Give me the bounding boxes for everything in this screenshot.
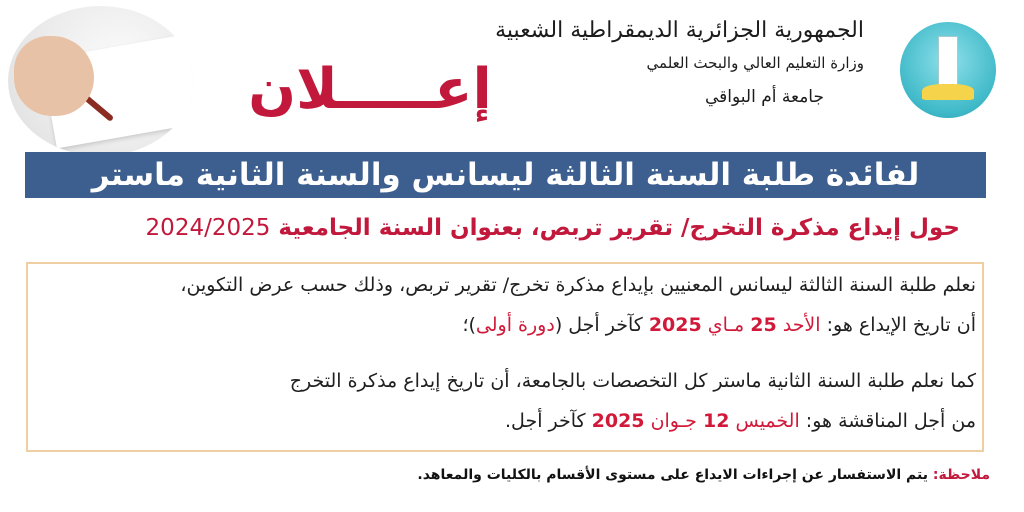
deposit-date-label: أن تاريخ الإيداع هو:: [820, 314, 976, 336]
footnote: [30, 462, 990, 488]
deposit-month: مـاي: [707, 314, 745, 336]
university-name: جامعة أم البواقي: [705, 87, 824, 107]
audience-banner: لفائدة طلبة السنة الثالثة ليسانس والسنة الثانية ماستر: [25, 152, 986, 198]
deposit-date-number: 25: [750, 314, 777, 336]
paragraph-1-line-1: نعلم طلبة السنة الثالثة ليسانس المعنيين بإيداع مذكرة تخرج/ تقرير تربص، وذلك حسب عرض التكوين،: [180, 274, 976, 296]
hand-shape: [14, 36, 94, 116]
line-end: )؛: [462, 314, 476, 336]
ministry-name: وزارة التعليم العالي والبحث العلمي: [646, 54, 864, 72]
logo-book-shape: [922, 84, 974, 100]
session-label: دورة أولى: [475, 314, 555, 336]
defense-year: 2025: [591, 410, 645, 432]
deadline-text: كآخر أجل (: [554, 314, 643, 336]
deposit-year: 2025: [648, 314, 702, 336]
defense-deadline-text: كآخر أجل.: [505, 410, 586, 432]
paragraph-2-line-2: [34, 406, 976, 436]
paragraph-1-line-2: [34, 310, 976, 340]
defense-date: [586, 410, 800, 432]
paragraph-2-line-1: كما نعلم طلبة السنة الثانية ماستر كل التخصصات بالجامعة، أن تاريخ إيداع مذكرة التخرج: [289, 370, 976, 392]
defense-date-label: من أجل المناقشة هو:: [799, 410, 976, 432]
defense-month: جـوان: [650, 410, 697, 432]
deposit-day: الأحد: [782, 314, 821, 336]
academic-year: 2024/2025: [145, 215, 271, 241]
deposit-date-l3: [643, 314, 821, 336]
note-text: يتم الاستفسار عن إجراءات الايداع على مستوى الأقسام بالكليات والمعاهد.: [417, 467, 933, 483]
republic-name: الجمهورية الجزائرية الديمقراطية الشعبية: [495, 18, 864, 43]
government-header: [495, 14, 864, 112]
announcement-subtitle: [40, 210, 960, 246]
defense-date-number: 12: [702, 410, 730, 432]
announcement-title: إعـــــلان: [248, 57, 492, 122]
note-label: ملاحظة:: [932, 467, 990, 483]
defense-day: الخميس: [735, 410, 800, 432]
subtitle-text: حول إيداع مذكرة التخرج/ تقرير تربص، بعنوان السنة الجامعية: [278, 215, 960, 241]
university-logo-icon: [900, 22, 996, 118]
hand-writing-photo-icon: [8, 6, 193, 156]
